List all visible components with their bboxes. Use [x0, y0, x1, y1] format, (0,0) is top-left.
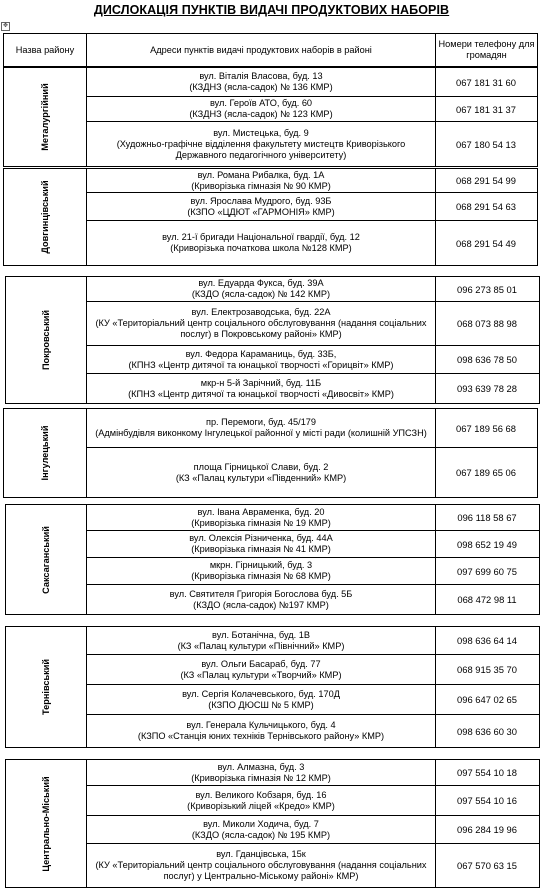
phone-cell — [435, 759, 540, 786]
district-cell — [3, 168, 87, 266]
phone-cell — [435, 122, 538, 167]
address-street: вул. Романа Рибалка, буд. 1А — [197, 169, 325, 180]
address-institution: (Криворізький ліцей «Кредо» КМР) — [187, 800, 335, 811]
phone-number: 096 647 02 65 — [457, 694, 517, 705]
address-cell — [86, 844, 436, 888]
phone-number: 067 181 31 60 — [456, 76, 516, 88]
phone-number: 068 073 88 98 — [457, 318, 517, 329]
district-name: Металургійний — [40, 83, 50, 151]
address-street: площа Гірницької Слави, буд. 2 — [193, 461, 329, 472]
header-address — [86, 33, 436, 67]
address-institution: (КЗДНЗ (ясла-садок) № 136 КМР) — [189, 82, 333, 92]
header-district — [3, 33, 87, 67]
district-cell — [5, 504, 87, 615]
address-street: пр. Перемоги, буд. 45/179 — [205, 417, 317, 427]
address-institution: (КЗДО (ясла-садок) № 195 КМР) — [191, 829, 331, 840]
address-cell — [86, 97, 436, 122]
address-cell — [86, 558, 436, 585]
address-institution: (КЗДО (ясла-садок) № 142 КМР) — [191, 289, 331, 299]
phone-number: 067 189 65 06 — [456, 467, 516, 478]
district-name: Тернівський — [41, 658, 51, 716]
district-cell — [5, 276, 87, 404]
phone-cell — [435, 504, 540, 531]
address-cell — [86, 715, 436, 748]
address-street: вул. Івана Авраменка, буд. 20 — [197, 506, 325, 517]
district-name: Довгинцівський — [40, 180, 50, 254]
phone-number: 068 472 98 11 — [457, 594, 517, 605]
phone-cell — [435, 558, 540, 585]
address-street: мкр-н 5-й Зарічний, буд. 11Б — [200, 377, 322, 388]
address-institution: (КЗ «Палац культури «Північний» КМР) — [177, 640, 345, 651]
address-institution: (Криворізька гімназія № 12 КМР) — [191, 772, 331, 783]
phone-cell — [435, 168, 538, 193]
address-institution: (Криворізька гімназія № 41 КМР) — [191, 544, 331, 554]
phone-number: 068 291 54 99 — [456, 175, 516, 186]
address-street: вул. Віталія Власова, буд. 13 — [199, 71, 323, 81]
address-cell — [86, 626, 436, 655]
phone-cell — [435, 685, 540, 715]
phone-cell — [435, 67, 538, 97]
phone-number: 068 291 54 63 — [456, 201, 516, 212]
address-institution: (КЗДНЗ (ясла-садок) № 123 КМР) — [189, 109, 333, 119]
address-cell — [86, 531, 436, 558]
district-cell — [3, 67, 87, 167]
address-cell — [86, 221, 436, 266]
address-institution: (КЗПО ДЮСШ № 5 КМР) — [208, 699, 314, 710]
phone-cell — [435, 448, 538, 498]
address-street: вул. Олексія Різниченка, буд. 44А — [189, 533, 333, 543]
address-institution: (КЗ «Палац культури «Південний» КМР) — [175, 472, 347, 483]
header-district-label: Назва району — [15, 44, 75, 55]
phone-number: 098 652 19 49 — [457, 538, 517, 550]
address-street: вул. Миколи Ходича, буд. 7 — [203, 818, 319, 829]
district-cell — [3, 408, 87, 498]
district-cell — [5, 759, 87, 888]
address-institution: (КПНЗ «Центр дитячої та юнацької творчості «Дивосвіт» КМР) — [128, 388, 394, 399]
district-name: Інгулецький — [40, 425, 50, 481]
address-street: вул. Героїв АТО, буд. 60 — [209, 98, 313, 108]
phone-number: 067 180 54 13 — [456, 138, 516, 150]
address-street: вул. Гданцівська, 15к — [216, 849, 306, 859]
phone-cell — [435, 655, 540, 685]
phone-cell — [435, 531, 540, 558]
address-institution: (Криворізька початкова школа №128 КМР) — [170, 243, 352, 253]
address-street: вул. Федора Караманиць, буд. 33Б, — [185, 348, 337, 359]
phone-cell — [435, 221, 538, 266]
district-cell — [5, 626, 87, 748]
phone-number: 096 273 85 01 — [457, 283, 517, 295]
address-institution: (Адмінбудівля виконкому Інгулецької районної у місті ради (колишній УПСЗН) — [95, 428, 427, 438]
phone-cell — [435, 816, 540, 844]
address-cell — [86, 276, 436, 302]
phone-cell — [435, 97, 538, 122]
phone-number: 097 699 60 75 — [457, 565, 517, 577]
address-institution: (Художньо-графічне відділення факультету мистецтв Криворізького Державного педагогічного університету) — [116, 138, 406, 160]
district-name: Центрально-Міський — [41, 775, 51, 872]
address-street: вул. Сергія Колачевського, буд. 170Д — [182, 688, 340, 699]
address-institution: (КЗПО «ЦДЮТ «ГАРМОНІЯ» КМР) — [187, 206, 335, 217]
address-cell — [86, 504, 436, 531]
phone-cell — [435, 193, 538, 221]
address-cell — [86, 585, 436, 615]
phone-number: 067 570 63 15 — [457, 860, 517, 871]
phone-number: 067 189 56 68 — [456, 422, 516, 434]
address-cell — [86, 346, 436, 374]
address-cell — [86, 759, 436, 786]
header-address-label: Адреси пунктів видачі продуктових наборів в районі — [150, 44, 372, 55]
address-cell — [86, 168, 436, 193]
address-cell — [86, 302, 436, 346]
address-street: вул. Генерала Кульчицького, буд. 4 — [186, 720, 336, 730]
address-cell — [86, 374, 436, 404]
phone-cell — [435, 626, 540, 655]
address-institution: (КЗДО (ясла-садок) №197 КМР) — [193, 599, 329, 610]
district-name: Покровський — [41, 309, 51, 371]
address-cell — [86, 816, 436, 844]
page-title: ДИСЛОКАЦІЯ ПУНКТІВ ВИДАЧІ ПРОДУКТОВИХ НАБОРІВ — [93, 3, 450, 17]
address-street: вул. Ботанічна, буд. 1В — [212, 629, 310, 640]
address-institution: (Криворізька гімназія № 68 КМР) — [191, 571, 331, 581]
phone-number: 067 181 31 37 — [456, 103, 516, 115]
address-cell — [86, 122, 436, 167]
phone-cell — [435, 786, 540, 816]
phone-cell — [435, 276, 540, 302]
phone-number: 096 284 19 96 — [457, 824, 517, 835]
address-street: вул. Ярослава Мудрого, буд. 93Б — [190, 195, 332, 206]
phone-number: 093 639 78 28 — [457, 383, 517, 394]
address-institution: (Криворізька гімназія № 90 КМР) — [191, 180, 331, 191]
header-phone-label: Номери телефону для громадян — [438, 39, 535, 60]
address-street: вул. Ольги Басараб, буд. 77 — [201, 658, 321, 669]
address-street: вул. 21-ї бригади Національної гвардії, буд. 12 — [162, 232, 360, 242]
address-street: вул. Алмазна, буд. 3 — [217, 761, 305, 772]
address-street: вул. Електрозаводська, буд. 22А — [191, 307, 331, 317]
address-cell — [86, 448, 436, 498]
address-street: мкрн. Гірницький, буд. 3 — [209, 560, 313, 570]
phone-number: 096 118 58 67 — [457, 512, 517, 523]
phone-number: 068 291 54 49 — [456, 237, 516, 249]
address-street: вул. Великого Кобзаря, буд. 16 — [195, 789, 327, 800]
address-institution: (КУ «Територіальний центр соціального обслуговування (надання соціальних послуг) в Покровському районі» КМР) — [95, 318, 427, 339]
address-cell — [86, 408, 436, 448]
address-street: вул. Едуарда Фукса, буд. 39А — [198, 278, 324, 288]
phone-number: 098 636 64 14 — [457, 635, 517, 646]
phone-cell — [435, 346, 540, 374]
district-name: Саксаганський — [41, 525, 51, 594]
address-institution: (КЗПО «Станція юних техніків Тернівського району» КМР) — [137, 731, 385, 741]
phone-number: 097 554 10 18 — [457, 767, 517, 778]
address-street: вул. Мистецька, буд. 9 — [213, 127, 309, 138]
phone-number: 098 636 78 50 — [457, 354, 517, 365]
address-institution: (КПНЗ «Центр дитячої та юнацької творчості «Горицвіт» КМР) — [128, 359, 394, 370]
address-cell — [86, 786, 436, 816]
address-institution: (КЗ «Палац культури «Творчий» КМР) — [180, 669, 342, 680]
phone-cell — [435, 302, 540, 346]
phone-cell — [435, 408, 538, 448]
address-institution: (Криворізька гімназія № 19 КМР) — [191, 517, 331, 528]
phone-number: 098 636 60 30 — [457, 725, 517, 737]
address-cell — [86, 655, 436, 685]
address-cell — [86, 685, 436, 715]
table-move-handle-icon[interactable]: ✥ — [2, 23, 9, 29]
address-street: вул. Святителя Григорія Богослова буд. 5Б — [169, 588, 353, 599]
phone-cell — [435, 715, 540, 748]
phone-number: 097 554 10 16 — [457, 795, 517, 806]
phone-number: 068 915 35 70 — [457, 664, 517, 675]
phone-cell — [435, 844, 540, 888]
phone-cell — [435, 585, 540, 615]
header-phone — [435, 33, 538, 67]
phone-cell — [435, 374, 540, 404]
address-cell — [86, 193, 436, 221]
address-cell — [86, 67, 436, 97]
address-institution: (КУ «Територіальний центр соціального обслуговування (надання соціальних послуг) у Центрально-Міському районі» КМР) — [95, 860, 427, 881]
